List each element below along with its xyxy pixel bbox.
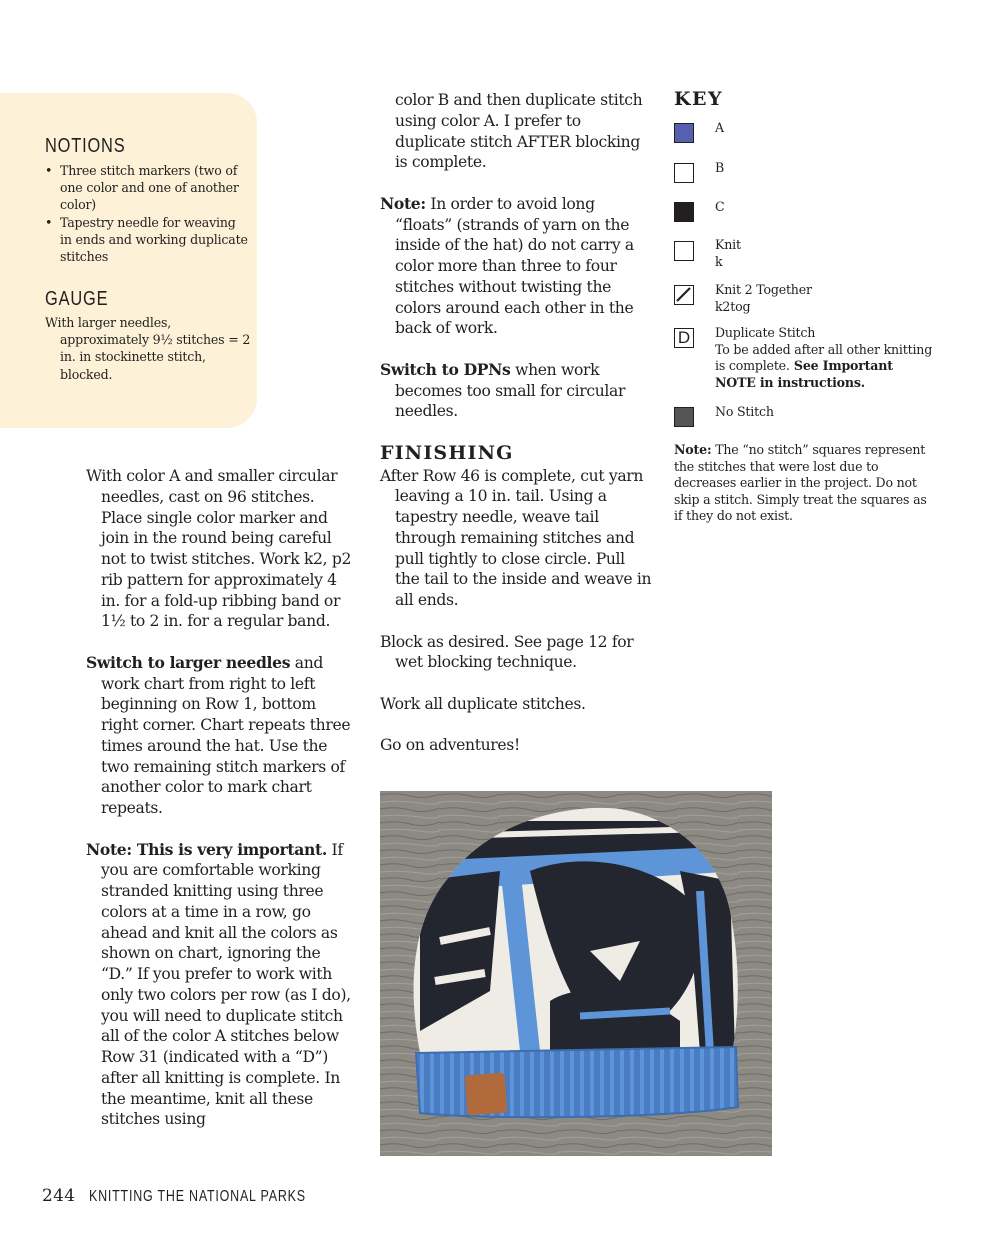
duplicate-stitch-d-icon: D [674,328,694,348]
key-sublabel [715,342,936,392]
key-label: No Stitch [715,404,774,419]
key-sublabel: k [715,253,723,269]
notions-heading: NOTIONS [45,135,126,157]
knit-swatch-icon [674,241,694,261]
knitted-hat-photo [380,791,772,1156]
cast-on-paragraph: With color A and smaller circular needles, cast on 96 stitches. Place single color marker and join in the round being careful not to twist stitches. Work k2, p2 rib pattern for approximately 4 in. for a fold-up ribbing band or 1½ to 2 in. for a regular band. [86,467,352,631]
key-label: Knit 2 Together [715,282,812,297]
k2tog-slash-icon [674,285,694,305]
key-label: B [715,160,725,175]
leather-tag [465,1073,508,1116]
instructions-left-column [86,466,352,1151]
floats-note-text: In order to avoid long “floats” (strands of yarn on the inside of the hat) do not carry a color more than three to four stitches without twisting the colors around each other in the back of work. [395,194,634,338]
hat-ribbing-band [416,1047,738,1117]
chart-paragraph-lead: Switch to larger needles [86,652,291,672]
duplicate-paragraph: Work all duplicate stitches. [380,694,586,713]
notions-item: • Three stitch markers (two of one color and one of another color) [45,162,250,214]
key-item-b [674,160,936,199]
key-item-duplicate-stitch [674,325,936,404]
notions-item: • Tapestry needle for weaving in ends and working duplicate stitches [45,214,250,266]
key-item-c [674,199,936,237]
key-label: Knit [715,237,741,252]
notions-list [45,162,250,265]
finishing-paragraph: After Row 46 is complete, cut yarn leaving a 10 in. tail. Using a tapestry needle, weave tail through remaining stitches and pull tightly to close circle. Pull the tail to the inside and weave in all ends. [380,466,652,609]
color-b-swatch-icon [674,163,694,183]
key-item-no-stitch [674,404,936,442]
hat-illustration [380,791,772,1156]
continued-paragraph: color B and then duplicate stitch using color A. I prefer to duplicate stitch AFTER blocking is complete. [395,91,643,172]
running-head: KNITTING THE NATIONAL PARKS [89,1188,307,1205]
no-stitch-swatch-icon [674,407,694,427]
floats-note-paragraph [380,194,652,339]
key-item-knit [674,237,936,282]
important-note-text: If you are comfortable working stranded knitting using three colors at a time in a row, go ahead and knit all the colors as shown on chart, ignoring the “D.” If you prefer to work with only two colors per row (as I do), you will need to duplicate stitch all of the color A stitches below Row 31 (indicated with a “D”) after all knitting is complete. In the meantime, knit all these stitches using [101,840,351,1129]
dpns-text: when work becomes too small for circular needles. [395,360,626,421]
key-label: A [715,120,724,135]
gauge-text: With larger needles, approximately 9½ stitches = 2 in. in stockinette stitch, blocked. [45,315,251,382]
key-sublabel-bold: See Important NOTE in instructions. [715,358,893,390]
adventures-paragraph: Go on adventures! [380,736,520,755]
instructions-middle-column [380,90,652,777]
key-note [674,442,936,525]
blocking-paragraph: Block as desired. See page 12 for wet blocking technique. [380,632,634,672]
key-sublabel: k2tog [715,298,751,314]
chart-paragraph-text: and work chart from right to left beginning on Row 1, bottom right corner. Chart repeats three times around the hat. Use the two remaining stitch markers of another color to mark chart repeats. [101,653,351,817]
key-note-lead: Note: [674,442,712,457]
key-item-k2tog [674,282,936,325]
key-item-a [674,120,936,160]
chart-paragraph [86,653,352,819]
important-note-paragraph [86,840,352,1131]
gauge-heading: GAUGE [45,288,109,310]
key-label: C [715,199,725,214]
key-label: Duplicate Stitch [715,325,816,340]
notions-sidebar [0,93,257,428]
page-number: 244 [42,1186,76,1206]
dpns-lead: Switch to DPNs [380,359,511,379]
finishing-heading: FINISHING [380,441,514,464]
important-note-lead: Note: This is very important. [86,839,327,859]
chart-key [674,88,936,525]
floats-note-lead: Note: [380,193,426,213]
color-c-swatch-icon [674,202,694,222]
page-footer [42,1186,367,1206]
key-heading: KEY [674,88,724,110]
dpns-paragraph [380,360,652,422]
color-a-swatch-icon [674,123,694,143]
key-note-text: The “no stitch” squares represent the stitches that were lost due to decreases earlier in the project. Do not skip a stitch. Simply treat the squares as if they do not exist. [674,442,927,524]
key-sublabel-text: To be added after all other knitting is complete. [715,341,933,374]
